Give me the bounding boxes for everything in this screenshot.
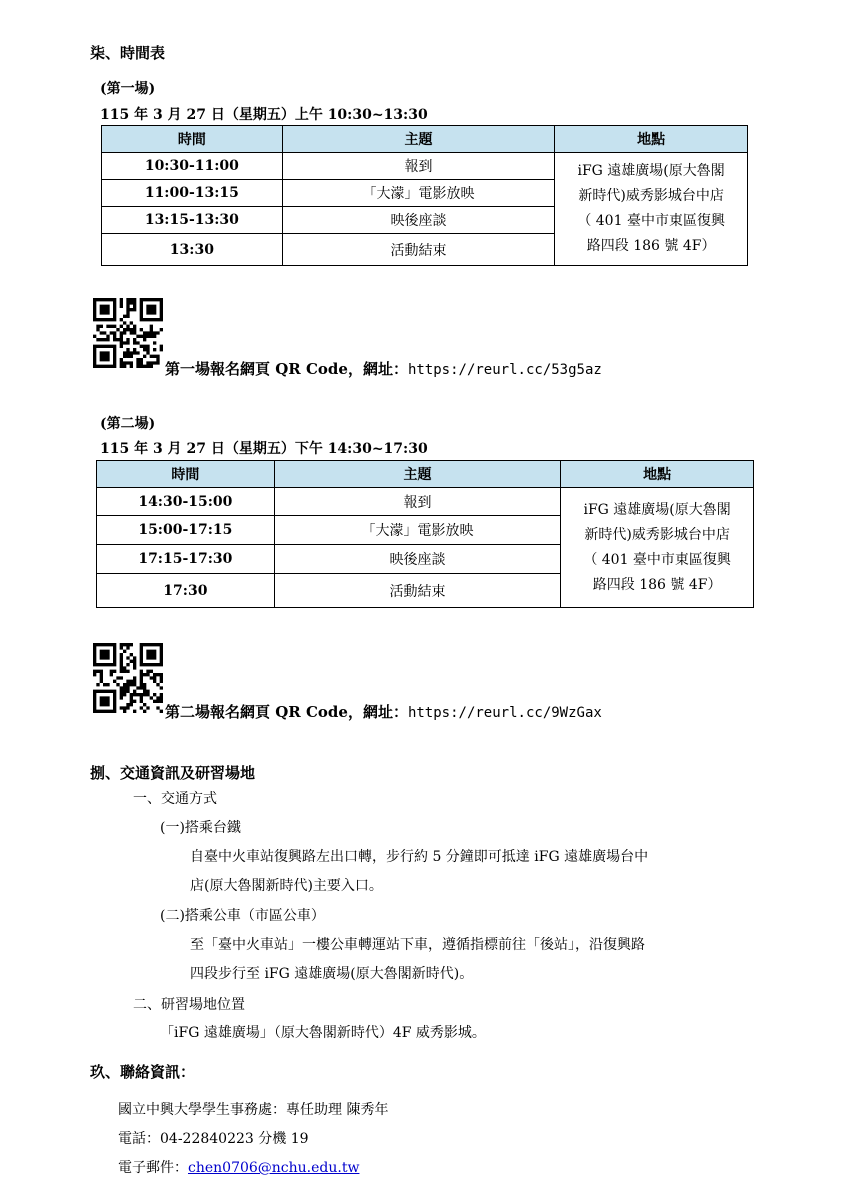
header-topic: 主題 — [282, 126, 555, 153]
section-9-title: 玖、聯絡資訊： — [90, 1063, 196, 1081]
header-location: 地點 — [561, 461, 754, 488]
row-time: 15:00-17:15 — [97, 516, 275, 545]
location-line: 路四段 186 號 4F） — [592, 576, 722, 593]
session-1-schedule-table — [101, 125, 748, 266]
location-line: 新時代)威秀影城台中店 — [584, 526, 730, 543]
qr-caption-text: 第二場報名網頁 QR Code，網址： — [165, 703, 408, 721]
header-time: 時間 — [97, 461, 275, 488]
table-row — [97, 488, 754, 516]
row-time: 14:30-15:00 — [97, 488, 275, 516]
header-topic: 主題 — [274, 461, 561, 488]
train-item-title: (一)搭乘台鐵 — [160, 820, 241, 836]
section-8-title: 捌、交通資訊及研習場地 — [90, 764, 256, 782]
train-item-line-2: 店(原大魯閣新時代)主要入口。 — [190, 878, 383, 894]
location-line: （ 401 臺中市東區復興 — [583, 551, 731, 568]
qr-code-icon[interactable] — [93, 298, 163, 368]
row-time: 17:15-17:30 — [97, 545, 275, 574]
session-1-date: 115 年 3 月 27 日（星期五）上午 10:30~13:30 — [100, 107, 428, 123]
contact-org: 國立中興大學學生事務處：專任助理 陳秀年 — [118, 1102, 389, 1118]
row-topic: 活動結束 — [282, 234, 555, 266]
session-1-label: (第一場) — [100, 81, 156, 97]
session-2-date: 115 年 3 月 27 日（星期五）下午 14:30~17:30 — [100, 441, 428, 457]
location-line: 路四段 186 號 4F） — [586, 238, 716, 254]
row-topic: 報到 — [282, 153, 555, 180]
table-row — [102, 153, 748, 180]
table-header-row — [102, 126, 748, 153]
email-link[interactable]: chen0706@nchu.edu.tw — [188, 1160, 360, 1176]
location-line: iFG 遠雄廣場(原大魯閣 — [577, 163, 725, 179]
row-time: 17:30 — [97, 574, 275, 608]
location-cell — [561, 488, 754, 608]
row-topic: 映後座談 — [282, 207, 555, 234]
row-topic: 映後座談 — [274, 545, 561, 574]
bus-item-title: (二)搭乘公車（市區公車） — [160, 908, 325, 924]
row-time: 10:30-11:00 — [102, 153, 283, 180]
row-time: 13:15-13:30 — [102, 207, 283, 234]
transport-subheading: 一、交通方式 — [133, 791, 217, 807]
header-time: 時間 — [102, 126, 283, 153]
table-header-row — [97, 461, 754, 488]
train-item-line-1: 自臺中火車站復興路左出口轉，步行約 5 分鐘即可抵達 iFG 遠雄廣場台中 — [190, 849, 649, 865]
contact-phone: 電話：04-22840223 分機 19 — [118, 1131, 309, 1147]
location-line: （ 401 臺中市東區復興 — [577, 213, 725, 229]
section-7-title: 柒、時間表 — [90, 44, 166, 62]
session-2-url[interactable]: https://reurl.cc/9WzGax — [407, 705, 602, 721]
session-2-qr-caption — [165, 701, 602, 722]
row-time: 13:30 — [102, 234, 283, 266]
bus-item-line-2: 四段步行至 iFG 遠雄廣場(原大魯閣新時代)。 — [190, 966, 474, 982]
row-topic: 「大濛」電影放映 — [282, 180, 555, 207]
session-1-qr-caption — [165, 358, 602, 379]
qr-caption-text: 第一場報名網頁 QR Code，網址： — [165, 360, 408, 378]
session-1-url[interactable]: https://reurl.cc/53g5az — [407, 362, 602, 378]
row-topic: 活動結束 — [274, 574, 561, 608]
qr-code-icon[interactable] — [93, 643, 163, 713]
session-2-label: (第二場) — [100, 416, 156, 432]
venue-text: 「iFG 遠雄廣場」（原大魯閣新時代）4F 威秀影城。 — [160, 1025, 486, 1041]
session-2-schedule-table — [96, 460, 754, 608]
location-line: 新時代)威秀影城台中店 — [578, 188, 724, 204]
email-label: 電子郵件： — [118, 1160, 188, 1176]
venue-subheading: 二、研習場地位置 — [133, 997, 245, 1013]
row-topic: 報到 — [274, 488, 561, 516]
contact-email-row — [118, 1157, 359, 1177]
row-time: 11:00-13:15 — [102, 180, 283, 207]
location-line: iFG 遠雄廣場(原大魯閣 — [583, 501, 731, 518]
bus-item-line-1: 至「臺中火車站」一樓公車轉運站下車，遵循指標前往「後站」，沿復興路 — [190, 937, 645, 953]
location-cell — [555, 153, 748, 266]
header-location: 地點 — [555, 126, 748, 153]
row-topic: 「大濛」電影放映 — [274, 516, 561, 545]
